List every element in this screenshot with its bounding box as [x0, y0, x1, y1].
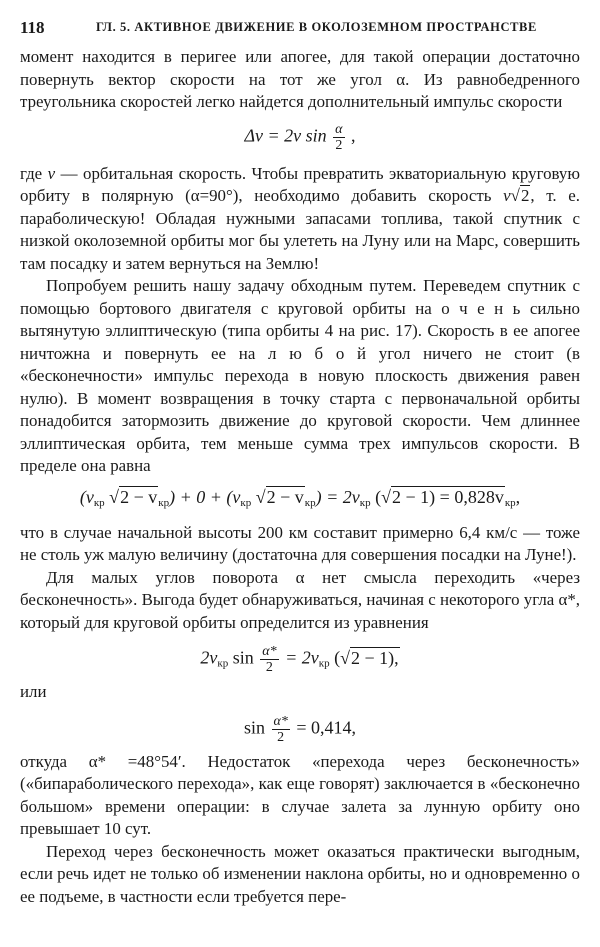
f3-denominator: 2: [265, 660, 273, 675]
f2-end: ,: [515, 486, 521, 507]
formula-1-end: ,: [351, 125, 356, 146]
f2-part-e: ) = 2v: [315, 486, 360, 507]
formula-sin-result: [20, 714, 580, 745]
formula-sum-impulses: [20, 486, 580, 514]
f4-fraction: [272, 714, 290, 745]
f2-sqrt-2-rad: 2 − v: [266, 486, 304, 507]
f3-sin: sin: [232, 647, 254, 668]
f3-sub-1: кр: [217, 657, 229, 670]
f2-sqrt-2: √2 − v: [255, 486, 304, 507]
f4-numerator: α*: [273, 713, 288, 729]
p2-v-symbol: v: [47, 163, 56, 183]
f4-denominator: 2: [277, 729, 285, 745]
paragraph-3: Попробуем решить нашу задачу обходным путем. Переведем спутник с помощью бортового двигателя с круговой орбиты на о ч е н ь сильно вытянутую эллиптическую (типа орбиты 4 на рис. 17). Скорость в ее апогее ничтожна и повернуть ее на л ю б о й угол ничего не стоит (в «бесконечности» импульс перехода в новую плоскость движения равен нулю). В момент возвращения в точку старта с первоначальной орбиты понадобится затормозить движение до круговой скорости. Чем длиннее эллиптическая орбита, тем меньше сумма трех импульсов скорости. В пределе она равна: [20, 276, 580, 475]
p2-text-a: где: [20, 163, 43, 183]
f2-sqrt-1: √2 − v: [109, 486, 158, 507]
p2-v-sqrt-v: v: [503, 186, 511, 205]
p2-text-c: , т. е. параболическую! Обладая нужными запасами топлива, такой спутник с низкой околоземной орбиты мог бы улететь на Луну или на Марс, совершить там посадку и затем вернуться на Землю!: [20, 186, 581, 273]
f3-fraction: [260, 644, 278, 675]
fraction-denominator: 2: [335, 137, 343, 153]
sqrt-radicand: 2: [520, 186, 530, 205]
f2-sub-4: кр: [304, 496, 316, 509]
page-body: [20, 46, 580, 908]
paragraph-5: Для малых углов поворота α нет смысла переходить «через бесконечность». Выгода будет обнаруживаться, начиная с некоторого угла α*, который для круговой орбиты определится из уравнения: [20, 567, 580, 632]
page-header: [20, 18, 580, 46]
word-ili: или: [20, 682, 47, 701]
f4-sin: sin: [243, 717, 265, 738]
running-head: ГЛ. 5. АКТИВНОЕ ДВИЖЕНИЕ В ОКОЛОЗЕМНОМ ПРОСТРАНСТВЕ: [96, 20, 537, 34]
f2-part-a: (v: [79, 486, 94, 507]
f2-sqrt-3-rad: 2 − 1) = 0,828v: [392, 486, 504, 507]
formula-alpha-star-equation: [20, 644, 580, 675]
f2-part-f: (: [375, 486, 382, 507]
paragraph-4: что в случае начальной высоты 200 км составит примерно 6,4 км/с — тоже не столь уж малую величину (достаточна для совершения посадки на Луне!).: [20, 522, 580, 564]
formula-1-lhs: Δv = 2v sin: [244, 125, 327, 146]
f2-sqrt-3: √2 − 1) = 0,828v: [381, 486, 504, 507]
f3-part-c: = 2v: [285, 647, 319, 668]
f3-sub-2: кр: [318, 657, 330, 670]
f2-sub-2: кр: [158, 496, 170, 509]
f3-numerator: α*: [262, 644, 277, 659]
formula-delta-v: [20, 122, 580, 153]
sqrt-symbol: √2: [510, 186, 530, 205]
paragraph-6: откуда α* =48°54′. Недостаток «перехода через бесконечность» («бипараболического перехода», как еще говорят) заключается в «бесконечно большом» времени операции: в случае залета за лунную орбиту оно превышает 10 сут.: [20, 751, 580, 838]
f4-part-b: = 0,414,: [296, 717, 357, 738]
f3-sqrt-rad: 2 − 1),: [350, 647, 399, 668]
f3-part-a: 2v: [200, 647, 218, 668]
fraction-numerator: α: [335, 121, 343, 137]
f2-sub-1: кр: [93, 496, 105, 509]
f3-part-d: (: [334, 647, 341, 668]
f2-sub-5: кр: [359, 496, 371, 509]
paragraph-7: Переход через бесконечность может оказаться практически выгодным, если речь идет не только об изменении наклона орбиты, но и одновременно о ее подъеме, в частности если требуется пере-: [20, 841, 580, 906]
f3-sqrt: √2 − 1),: [340, 647, 399, 668]
paragraph-1: момент находится в перигее или апогее, для такой операции достаточно повернуть вектор скорости на тот же угол α. Из равнобедренного треугольника скоростей легко найдется дополнительный импульс скорости: [20, 47, 580, 111]
f2-sub-6: кр: [504, 496, 516, 509]
page-number: 118: [20, 18, 45, 37]
p2-text-b: — орбитальная скорость. Чтобы превратить экваториальную круговую орбиту в полярную (α=90°), необходимо добавить скорость: [20, 163, 580, 205]
fraction-alpha-over-2: [333, 122, 344, 153]
f2-sqrt-1-rad: 2 − v: [120, 486, 158, 507]
f2-part-c: ) + 0 + (v: [169, 486, 241, 507]
f2-sub-3: кр: [240, 496, 252, 509]
paragraph-2: [20, 163, 580, 276]
